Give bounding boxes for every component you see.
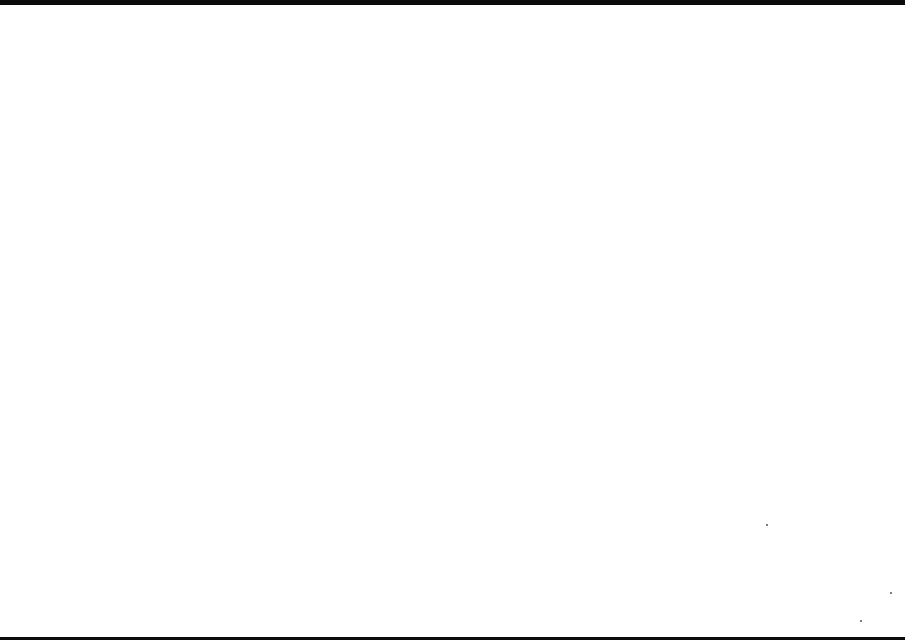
scan-speck	[860, 620, 862, 622]
scan-edge-top	[0, 0, 905, 5]
scan-speck	[890, 592, 892, 594]
scan-speck	[766, 524, 768, 526]
